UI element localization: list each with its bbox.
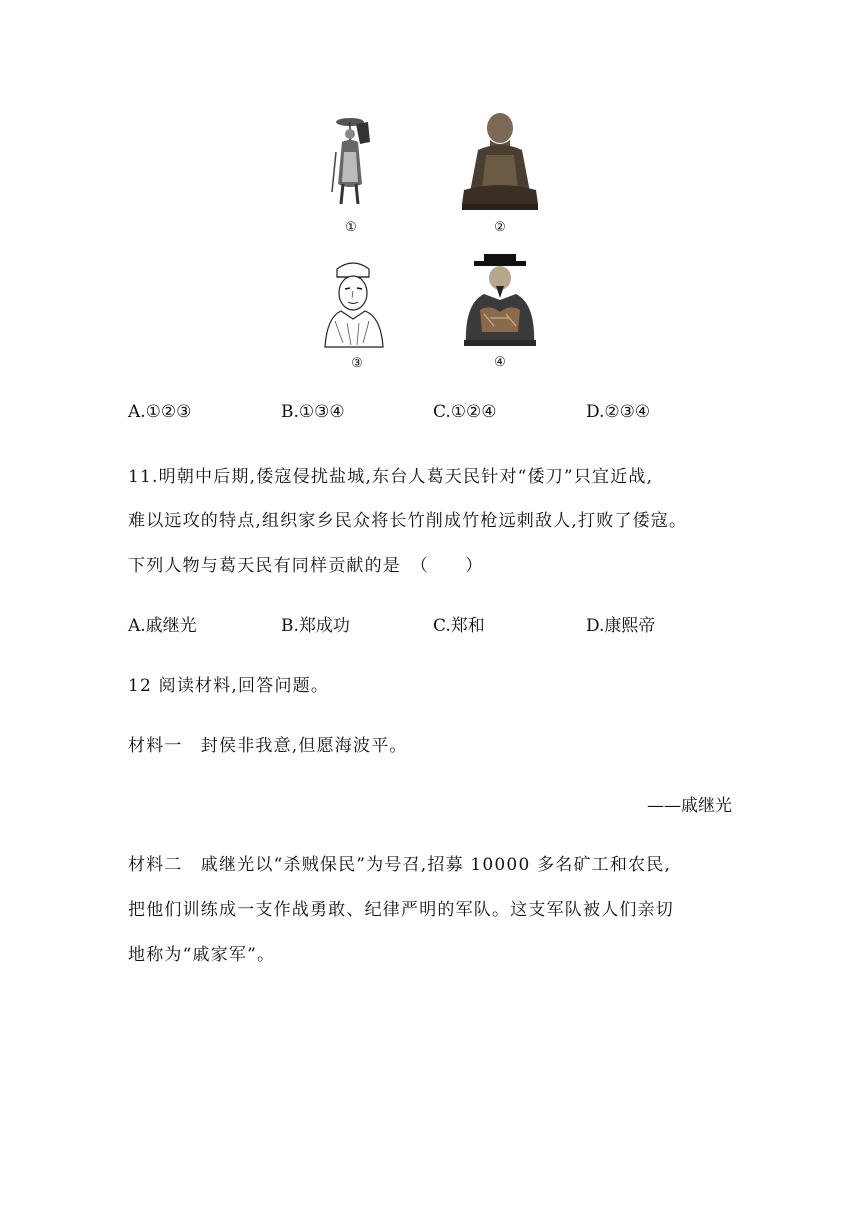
q10-option-b: B.①③④ bbox=[281, 402, 345, 422]
q12-material-1-author: ——戚继光 bbox=[647, 796, 732, 816]
q11-option-c: C.郑和 bbox=[433, 616, 485, 636]
figure-caption-4: ④ bbox=[494, 355, 506, 370]
q10-option-a: A.①②③ bbox=[128, 402, 192, 422]
q11-option-a: A.戚继光 bbox=[128, 616, 197, 636]
q12-title: 12 阅读材料,回答问题。 bbox=[128, 676, 330, 696]
q11-text-line-1: 11.明朝中后期,倭寇侵扰盐城,东台人葛天民针对“倭刀”只宜近战, bbox=[128, 467, 654, 487]
ming-official-portrait-icon bbox=[460, 252, 540, 348]
figure-caption-2: ② bbox=[494, 220, 506, 235]
figure-caption-3: ③ bbox=[351, 356, 363, 371]
q12-material-1: 材料一 封侯非我意,但愿海波平。 bbox=[128, 736, 408, 756]
q11-option-b: B.郑成功 bbox=[281, 616, 350, 636]
q12-material-2-line-1: 材料二 戚继光以“杀贼保民”为号召,招募 10000 多名矿工和农民, bbox=[128, 855, 672, 875]
q11-text-line-3: 下列人物与葛天民有同样贡献的是 （ ） bbox=[128, 556, 484, 576]
q12-material-2-line-3: 地称为“戚家军”。 bbox=[128, 945, 276, 965]
q10-option-c: C.①②④ bbox=[433, 402, 497, 422]
official-sketch-portrait-icon bbox=[317, 255, 389, 350]
q12-material-2-line-2: 把他们训练成一支作战勇敢、纪律严明的军队。这支军队被人们亲切 bbox=[128, 900, 674, 920]
q11-option-d: D.康熙帝 bbox=[586, 616, 656, 636]
q11-text-line-2: 难以远攻的特点,组织家乡民众将长竹削成竹枪远刺敌人,打败了倭寇。 bbox=[128, 511, 688, 531]
q10-option-d: D.②③④ bbox=[586, 402, 651, 422]
seated-monk-statue-icon bbox=[460, 110, 540, 212]
monk-with-umbrella-icon bbox=[326, 112, 376, 212]
figure-caption-1: ① bbox=[345, 220, 357, 235]
